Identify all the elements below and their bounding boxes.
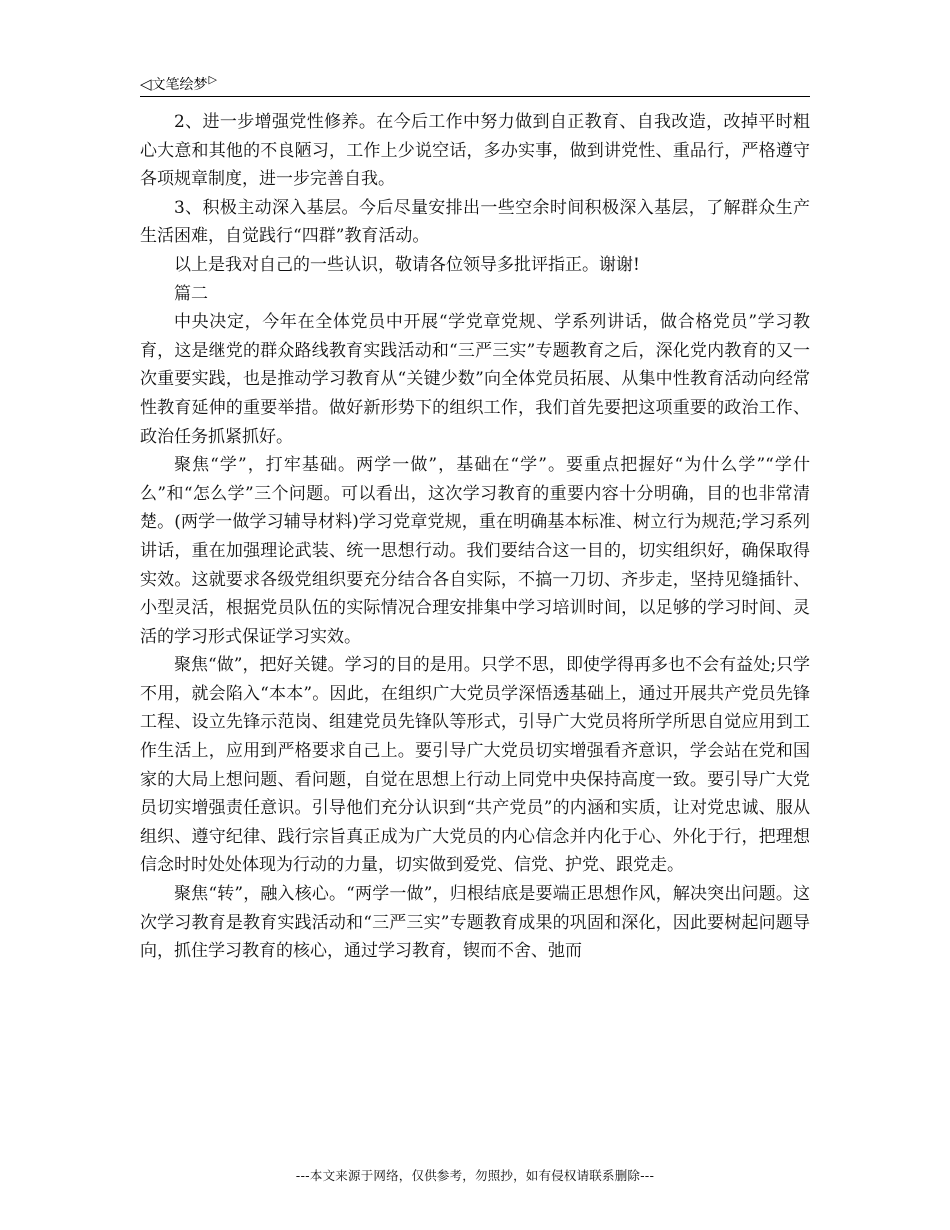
paragraph: 聚焦“做”，把好关键。学习的目的是用。只学不思，即使学得再多也不会有益处;只学不用，就会陷入“本本”。因此，在组织广大党员学深悟透基础上，通过开展共产党员先锋工程、设立先锋示范岗、组建党员先锋队等形式，引导广大党员将所学所思自觉应用到工作生活上，应用到严格要求自己上。要引导广大党员切实增强看齐意识，学会站在党和国家的大局上想问题、看问题，自觉在思想上行动上同党中央保持高度一致。要引导广大党员切实增强责任意识。引导他们充分认识到“共产党员”的内涵和实质，让对党忠诚、服从组织、遵守纪律、践行宗旨真正成为广大党员的内心信念并内化于心、外化于行，把理想信念时时处处体现为行动的力量，切实做到爱党、信党、护党、跟党走。 [140, 655, 810, 876]
paragraph: 2、进一步增强党性修养。在今后工作中努力做到自正教育、自我改造，改掉平时粗心大意和其他的不良陋习，工作上少说空话，多办实事，做到讲党性、重品行，严格遵守各项规章制度，进一步完善自我。 [140, 112, 810, 190]
paragraph: 聚焦“转”，融入核心。“两学一做”，归根结底是要端正思想作风，解决突出问题。这次学习教育是教育实践活动和“三严三实”专题教育成果的巩固和深化，因此要树起问题导向，抓住学习教育的核心，通过学习教育，锲而不舍、弛而 [140, 884, 810, 962]
paragraph: 中央决定，今年在全体党员中开展“学党章党规、学系列讲话，做合格党员”学习教育，这是继党的群众路线教育实践活动和“三严三实”专题教育之后，深化党内教育的又一次重要实践，也是推动学习教育从“关键少数”向全体党员拓展、从集中性教育活动向经常性教育延伸的重要举措。做好新形势下的组织工作，我们首先要把这项重要的政治工作、政治任务抓紧抓好。 [140, 312, 810, 447]
paragraph: 以上是我对自己的一些认识，敬请各位领导多批评指正。谢谢! [174, 254, 640, 275]
triangle-left-icon: ◁ [140, 75, 152, 93]
page-header [140, 72, 810, 97]
paragraph: 聚焦“学”，打牢基础。两学一做”，基础在“学”。要重点把握好“为什么学”“学什么”和“怎么学”三个问题。可以看出，这次学习教育的重要内容十分明确，目的也非常清楚。(两学一做学习辅导材料)学习党章党规，重在明确基本标准、树立行为规范;学习系列讲话，重在加强理论武装、统一思想行动。我们要结合这一目的，切实组织好，确保取得实效。这就要求各级党组织要充分结合各自实际，不搞一刀切、齐步走，坚持见缝插针、小型灵活，根据党员队伍的实际情况合理安排集中学习培训时间，以足够的学习时间、灵活的学习形式保证学习实效。 [140, 455, 810, 647]
footer-notice: ---本文来源于网络，仅供参考，勿照抄，如有侵权请联系删除--- [295, 1168, 655, 1183]
section-heading: 篇二 [174, 283, 208, 304]
triangle-right-icon: ▷ [208, 73, 218, 86]
brand [140, 74, 217, 94]
document-body [140, 108, 810, 966]
paragraph: 3、积极主动深入基层。今后尽量安排出一些空余时间积极深入基层，了解群众生产生活困难，自觉践行“四群”教育活动。 [140, 197, 810, 247]
brand-name: 文笔绘梦 [151, 77, 208, 93]
